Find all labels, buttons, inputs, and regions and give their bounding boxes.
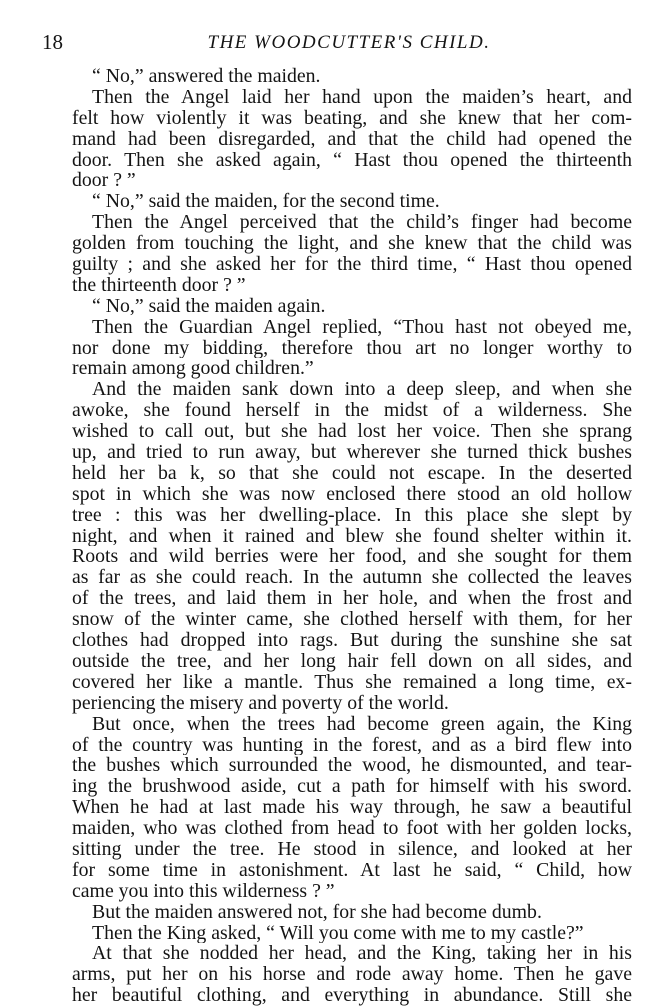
text-line: When he had at last made his way through, he saw a beautiful (72, 797, 632, 819)
text-line: snow of the winter came, she clothed herself with them, for her (72, 609, 632, 631)
text-line: Roots and wild berries were her food, and she sought for them (72, 546, 632, 568)
text-line: outside the tree, and her long hair fell down on all sides, and (72, 650, 632, 672)
text-line: sitting under the tree. He stood in silence, and looked at her (72, 838, 632, 860)
text-line: the thirteenth door ? ” (72, 274, 246, 296)
text-line: door. Then she asked again, “ Hast thou opened the thirteenth (72, 149, 632, 171)
text-line: covered her like a mantle. Thus she remained a long time, ex- (72, 671, 632, 693)
text-line: And the maiden sank down into a deep sleep, and when she (92, 379, 632, 401)
text-line: night, and when it rained and blew she found shelter within it. (72, 525, 632, 547)
text-line: “ No,” answered the maiden. (92, 66, 321, 87)
text-line: Then the King asked, “ Will you come with me to my castle?” (92, 922, 584, 944)
text-line: of the country was hunting in the forest, and as a bird flew into (72, 734, 632, 756)
text-line: Then the Guardian Angel replied, “Thou hast not obeyed me, (92, 316, 632, 338)
text-line: up, and tried to run away, but wherever she turned thick bushes (72, 442, 632, 463)
text-line: golden from touching the light, and she knew that the child was (72, 233, 632, 255)
text-line: clothes had dropped into rags. But during the sunshine she sat (72, 630, 632, 651)
body-text (72, 66, 632, 1006)
text-line: of the trees, and laid them in her hole, and when the frost and (72, 588, 632, 610)
text-line: felt how violently it was beating, and she knew that her com- (72, 107, 632, 129)
text-line: as far as she could reach. In the autumn she collected the leaves (72, 567, 632, 589)
text-line: But once, when the trees had become green again, the King (92, 713, 632, 735)
text-line: maiden, who was clothed from head to foot with her golden locks, (72, 818, 632, 839)
text-line: mand had been disregarded, and that the child had opened the (72, 128, 632, 150)
page-header (38, 30, 630, 60)
text-line: But the maiden answered not, for she had become dumb. (92, 901, 542, 923)
text-line: spot in which she was now enclosed there stood an old hollow (72, 483, 632, 505)
text-line: “ No,” said the maiden, for the second time. (92, 191, 440, 213)
text-line: Then the Angel perceived that the child’s finger had become (92, 212, 632, 234)
text-line: for some time in astonishment. At last he said, “ Child, how (72, 859, 632, 881)
text-line: At that she nodded her head, and the King, taking her in his (92, 943, 632, 965)
text-line: awoke, she found herself in the midst of a wilderness. She (72, 400, 632, 422)
text-line: door ? ” (72, 170, 136, 192)
text-line: remain among good children.” (72, 358, 314, 380)
text-line: arms, put her on his horse and rode away home. Then he gave (72, 964, 632, 986)
text-line: her beautiful clothing, and everything in abundance. Still she (72, 985, 632, 1006)
text-line: “ No,” said the maiden again. (92, 295, 326, 317)
text-line: nor done my bidding, therefore thou art no longer worthy to (72, 337, 632, 359)
text-line: wished to call out, but she had lost her voice. Then she sprang (72, 421, 632, 443)
text-line: tree : this was her dwelling-place. In this place she slept by (72, 504, 632, 526)
page-number: 18 (42, 30, 63, 54)
text-line: held her ba k, so that she could not escape. In the deserted (72, 462, 632, 484)
text-line: Then the Angel laid her hand upon the maiden’s heart, and (92, 86, 632, 108)
text-line: the bushes which surrounded the wood, he dismounted, and tear- (72, 755, 632, 777)
running-title: THE WOODCUTTER'S CHILD. (207, 32, 491, 53)
text-line: periencing the misery and poverty of the world. (72, 692, 449, 714)
text-line: guilty ; and she asked her for the third time, “ Hast thou opened (72, 254, 632, 275)
text-line: ing the brushwood aside, cut a path for himself with his sword. (72, 776, 632, 798)
text-line: came you into this wilderness ? ” (72, 880, 335, 902)
